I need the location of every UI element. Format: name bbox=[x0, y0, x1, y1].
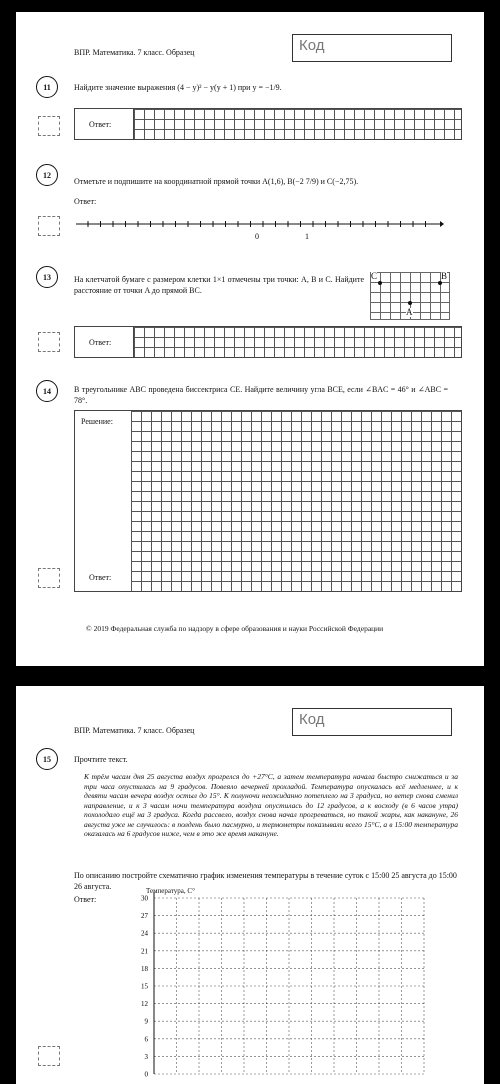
page-header: ВПР. Математика. 7 класс. Образец bbox=[74, 48, 195, 57]
tick-label-one: 1 bbox=[305, 232, 309, 241]
y-tick-label: 9 bbox=[144, 1017, 148, 1026]
question-number-14: 14 bbox=[36, 380, 58, 402]
reading-passage: К трём часам дня 25 августа воздух прогрелся до +27°С, а затем температура начала быстро снижаться и за три часа опустилась на 9 градусов. Повеяло вечерней прохладой. Температура опускалась всё медленнее, и к девяти часам вечера воздух остыл до 15°. К полуночи неожиданно потеплело на 3 градуса, но ветер снова сменил направление, и к 3 часам ночи температура воздуха опустилась до 12 градусов, а к восходу (в 6 часов утра) похолодало ещё на 3 градуса. Когда рассвело, воздух снова начал прогреваться, но такой жары, как накануне, 26 августа уже не случилось: в полдень было пасмурно, и термометры показывали всего 15°С, а в 15:00 температура оказалась на 6 градусов ниже, чем в это же время накануне. bbox=[84, 772, 458, 838]
score-box-13 bbox=[38, 332, 60, 352]
answer-grid bbox=[133, 109, 461, 139]
answer-label: Ответ: bbox=[89, 337, 112, 347]
point-b-dot bbox=[438, 281, 442, 285]
y-tick-label: 15 bbox=[141, 982, 148, 991]
y-tick-label: 0 bbox=[144, 1070, 148, 1079]
answer-grid bbox=[133, 327, 461, 357]
solution-label: Решение: bbox=[81, 417, 113, 426]
y-tick-label: 27 bbox=[141, 912, 148, 921]
checkered-grid bbox=[370, 272, 450, 320]
question-15-task: По описанию постройте схематично график изменения температуры в течение суток с 15:00 25 августа до 15:00 26 августа. bbox=[74, 871, 457, 891]
answer-box-13[interactable] bbox=[74, 326, 462, 358]
answer-label: Ответ: bbox=[89, 573, 112, 582]
worksheet-page-2 bbox=[16, 686, 484, 1084]
question-12-text: Отметьте и подпишите на координатной прямой точки A(1,6), B(−2 7/9) и C(−2,75). bbox=[74, 177, 359, 186]
y-tick-label: 24 bbox=[141, 929, 148, 938]
tick-label-zero: 0 bbox=[255, 232, 259, 241]
question-number-11: 11 bbox=[36, 76, 58, 98]
score-box-11 bbox=[38, 116, 60, 136]
point-c-label: C bbox=[371, 271, 378, 281]
question-number-13: 13 bbox=[36, 266, 58, 288]
chart-y-title: Температура, С° bbox=[146, 887, 195, 895]
question-14-text: В треугольнике ABC проведена биссектриса CE. Найдите величину угла BCE, если ∠BAC = 46° и ∠ABC = 78°. bbox=[74, 385, 448, 405]
y-tick-label: 21 bbox=[141, 947, 148, 956]
score-box-12 bbox=[38, 216, 60, 236]
y-tick-label: 6 bbox=[144, 1035, 148, 1044]
score-box-14 bbox=[38, 568, 60, 588]
copyright-footer: © 2019 Федеральная служба по надзору в сфере образования и науки Российской Федерации bbox=[86, 624, 384, 633]
code-field[interactable]: Код bbox=[292, 708, 452, 736]
number-line[interactable] bbox=[74, 212, 444, 242]
page-header: ВПР. Математика. 7 класс. Образец bbox=[74, 726, 195, 735]
answer-label: Ответ: bbox=[89, 119, 112, 129]
answer-label: Ответ: bbox=[74, 895, 97, 904]
solution-area[interactable] bbox=[74, 410, 462, 592]
y-tick-label: 18 bbox=[141, 964, 148, 973]
point-a-label: A bbox=[406, 307, 413, 317]
temperature-graph-grid[interactable] bbox=[106, 892, 436, 1084]
code-field[interactable]: Код bbox=[292, 34, 452, 62]
point-a-dot bbox=[408, 301, 412, 305]
solution-grid bbox=[131, 411, 461, 591]
question-11-text: Найдите значение выражения (4 − y)² − y(y + 1) при y = −1/9. bbox=[74, 83, 282, 92]
worksheet-page-1 bbox=[16, 12, 484, 666]
answer-label: Ответ: bbox=[74, 197, 97, 206]
y-tick-label: 3 bbox=[144, 1052, 148, 1061]
y-tick-label: 30 bbox=[141, 894, 148, 903]
question-number-15: 15 bbox=[36, 748, 58, 770]
point-b-label: B bbox=[441, 271, 448, 281]
answer-box-11[interactable] bbox=[74, 108, 462, 140]
question-number-12: 12 bbox=[36, 164, 58, 186]
question-13-text: На клетчатой бумаге с размером клетки 1×1 отмечены три точки: A, B и C. Найдите расстояние от точки A до прямой BC. bbox=[74, 275, 364, 295]
y-tick-label: 12 bbox=[141, 1000, 148, 1009]
score-box-15 bbox=[38, 1046, 60, 1066]
point-c-dot bbox=[378, 281, 382, 285]
question-15-intro: Прочтите текст. bbox=[74, 755, 128, 764]
